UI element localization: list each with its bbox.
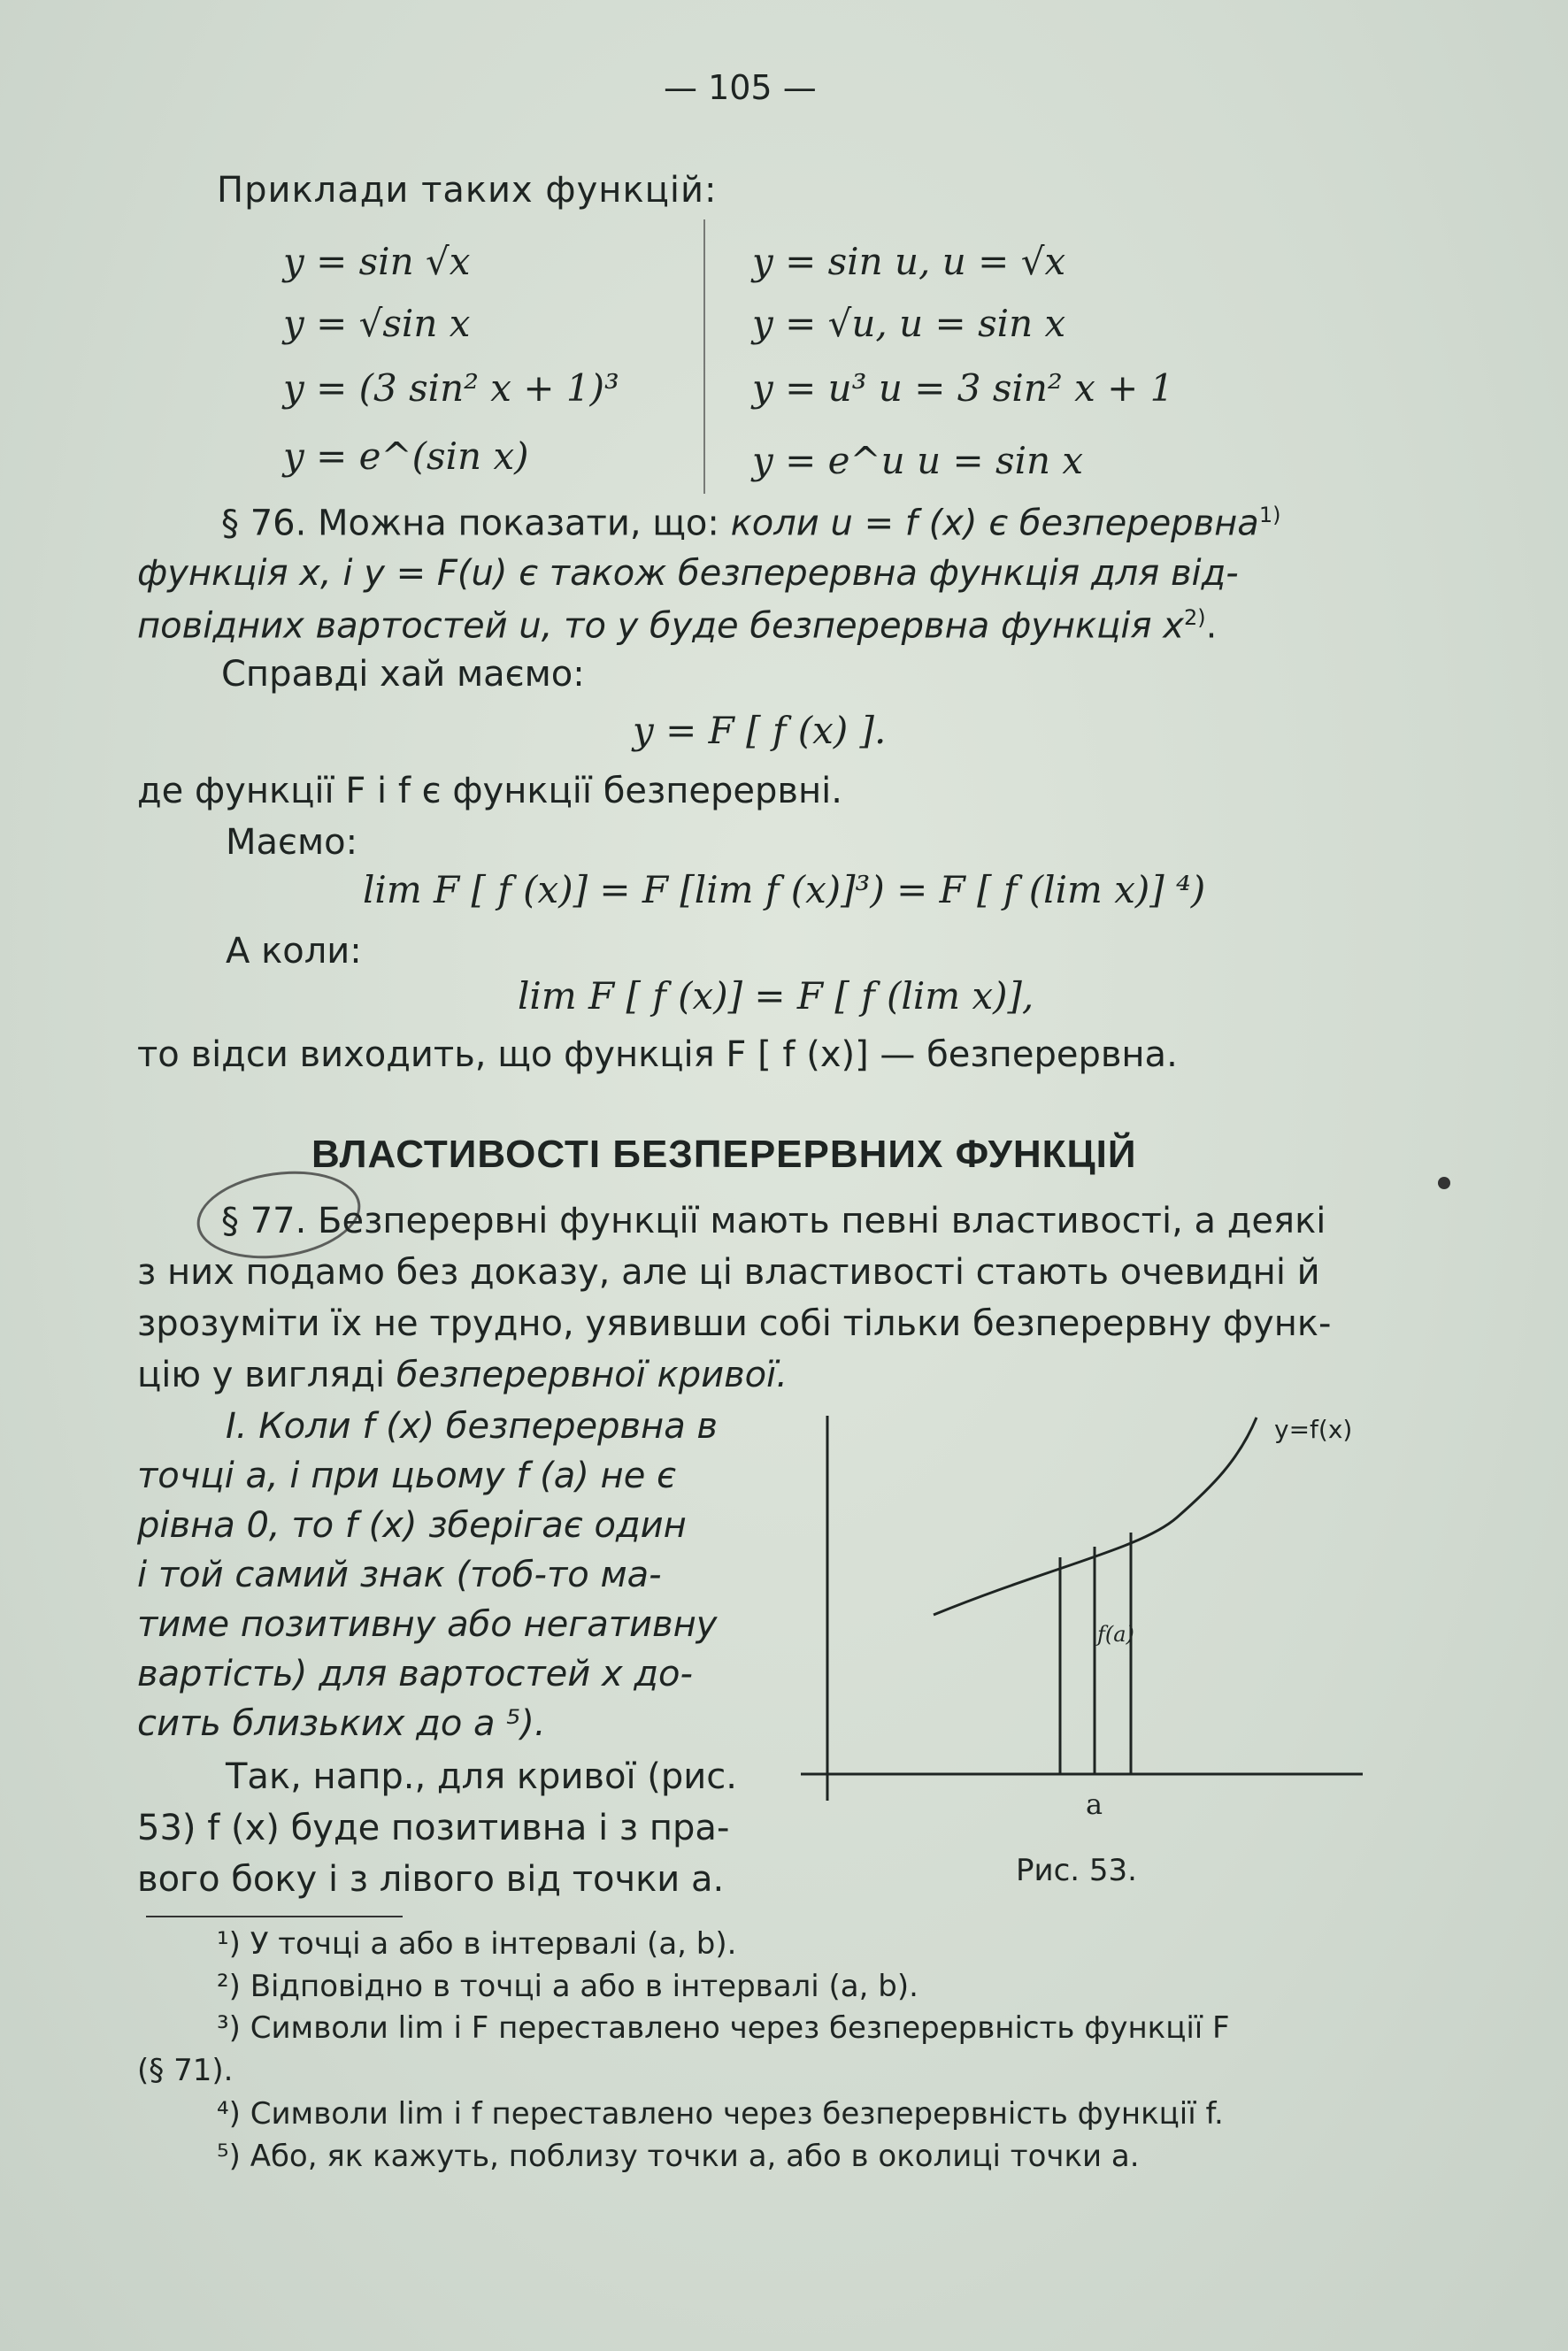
example-line-1: Так, напр., для кривої (рис. xyxy=(226,1756,738,1797)
section76-line6: Маємо: xyxy=(226,822,358,863)
formula-3: lim F [ f (x)] = F [ f (lim x)], xyxy=(518,974,1034,1018)
figure-53 xyxy=(788,1398,1478,1894)
section76-line7: А коли: xyxy=(226,931,362,972)
example-left-3: y = (3 sin² x + 1)³ xyxy=(283,366,619,410)
example-line-3: вого боку і з лівого від точки a. xyxy=(137,1859,725,1900)
curve-label: y=f(x) xyxy=(1274,1415,1353,1444)
section76-line3: повідних вартостей u, то y буде безперервна функція $x^{2)}$. xyxy=(137,605,1218,647)
theorem-line-3: рівна 0, то f (x) зберігає один xyxy=(137,1505,687,1546)
theorem-line-7: сить близьких до a ⁵). xyxy=(137,1703,546,1744)
section77-line4: цію у вигляді безперервної кривої. xyxy=(137,1355,788,1395)
theorem-line-5: тиме позитивну або негативну xyxy=(137,1604,718,1645)
example-right-4: y = e^u u = sin x xyxy=(752,439,1084,482)
example-right-2: y = √u, u = sin x xyxy=(752,302,1066,345)
footnote-3-cont: (§ 71). xyxy=(137,2053,234,2088)
theorem-line-2: точці a, і при цьому f (a) не є xyxy=(137,1456,676,1496)
formula-2: lim F [ f (x)] = F [lim f (x)]³) = F [ f (lim x)] ⁴) xyxy=(363,868,1206,911)
section76-line4: Справді хай маємо: xyxy=(221,654,585,695)
formula-1: y = F [ f (x) ]. xyxy=(633,709,887,752)
examples-intro: Приклади таких функцій: xyxy=(217,170,718,211)
ink-dot xyxy=(1438,1177,1450,1189)
example-left-2: y = √sin x xyxy=(283,302,471,345)
section77-line1: § 77. Безперервні функції мають певні властивості, а деякі xyxy=(221,1201,1326,1241)
section76-line8: то відси виходить, що функція F [ f (x)] — безперервна. xyxy=(137,1034,1178,1075)
section77-line2: з них подамо без доказу, але ці властивості стають очевидні й xyxy=(137,1252,1320,1293)
fa-label: f(a) xyxy=(1097,1622,1134,1647)
footnote-rule xyxy=(146,1916,403,1917)
theorem-line-4: і той самий знак (тоб-то ма- xyxy=(137,1555,662,1595)
theorem-line-1: I. Коли f (x) безперервна в xyxy=(226,1406,718,1447)
example-left-4: y = e^(sin x) xyxy=(283,434,529,478)
figure-caption: Рис. 53. xyxy=(1016,1853,1137,1888)
footnote-5: ⁵) Або, як кажуть, поблизу точки a, або в околиці точки a. xyxy=(217,2139,1140,2174)
a-label: a xyxy=(1086,1787,1103,1821)
section-heading: ВЛАСТИВОСТІ БЕЗПЕРЕРВНИХ ФУНКЦІЙ xyxy=(311,1133,1137,1176)
section76-line1: § 76. Можна показати, що: коли u = f (x) є безперервна$^{1)}$ xyxy=(221,503,1281,544)
example-right-3: y = u³ u = 3 sin² x + 1 xyxy=(752,366,1174,410)
footnote-2: ²) Відповідно в точці a або в інтервалі (a, b). xyxy=(217,1969,919,2004)
footnote-4: ⁴) Символи lim і f переставлено через безперервність функції f. xyxy=(217,2096,1224,2132)
theorem-line-6: вартість) для вартостей x до- xyxy=(137,1654,693,1694)
section76-line2: функція x, і y = F(u) є також безперервна функція для від- xyxy=(137,553,1239,594)
section76-line5: де функції F і f є функції безперервні. xyxy=(137,771,842,811)
footnote-1: ¹) У точці a або в інтервалі (a, b). xyxy=(217,1926,737,1962)
page-number: — 105 — xyxy=(664,68,817,107)
example-left-1: y = sin √x xyxy=(283,240,471,283)
example-right-1: y = sin u, u = √x xyxy=(752,240,1066,283)
footnote-3: ³) Символи lim і F переставлено через безперервність функції F xyxy=(217,2010,1230,2046)
examples-divider xyxy=(703,219,705,494)
example-line-2: 53) f (x) буде позитивна і з пра- xyxy=(137,1808,730,1848)
section77-line3: зрозуміти їх не трудно, уявивши собі тільки безперервну функ- xyxy=(137,1303,1332,1344)
